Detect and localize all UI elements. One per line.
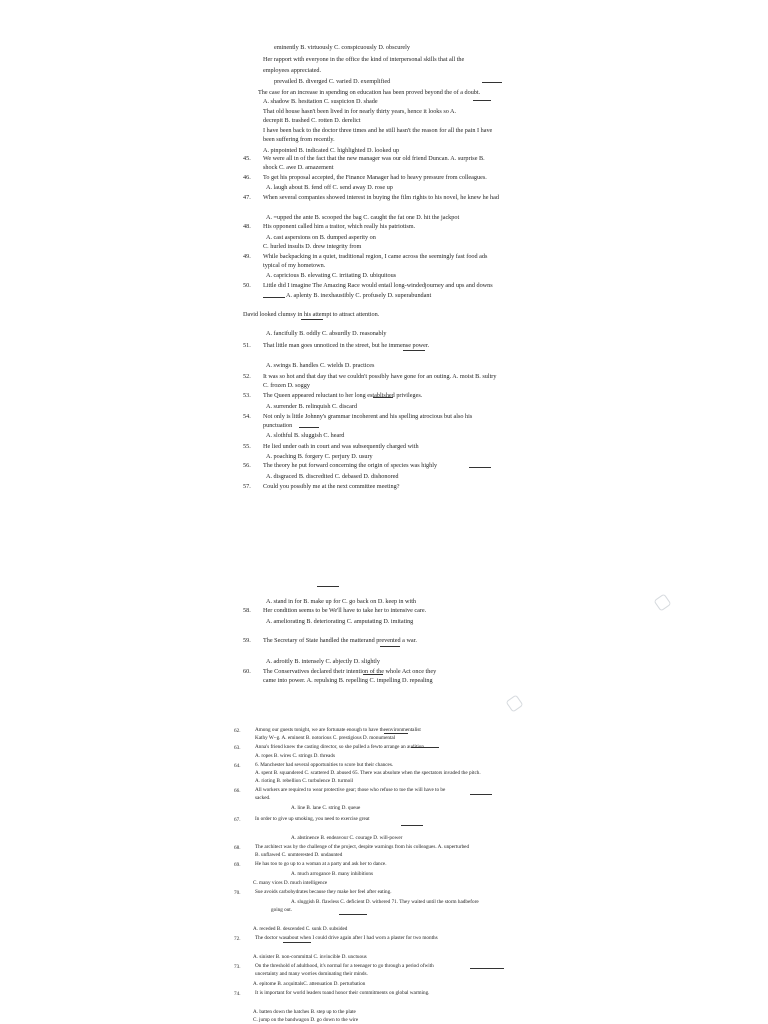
question-text: A. spent B. squandered C. scattered D. abused 65. There was absolute when the spectators invaded the pitch.	[255, 770, 481, 776]
question-text: uncertainty and many worries dominating their minds.	[255, 971, 368, 977]
question-number: 66.	[234, 788, 241, 794]
question-number: 45.	[243, 155, 251, 162]
question-number: 69.	[234, 862, 241, 868]
question-text: To get his proposal accepted, the Finance Manager had to heavy pressure from colleagues.	[263, 174, 487, 181]
answer-blank	[411, 747, 439, 748]
option-line: A. fancifully B. oddly C. absurdly D. reasonably	[266, 330, 387, 337]
question-text: All workers are required to wear protective gear; those who refuse to toe the will have to be	[255, 787, 446, 793]
option-line: A. shadow B. hesitation C. suspicion D. shade	[263, 98, 378, 105]
question-text: Her rapport with everyone in the office the kind of interpersonal skills that all the	[263, 56, 465, 63]
answer-blank	[317, 586, 339, 587]
answer-blank	[380, 646, 400, 647]
option-line: A. pinpointed B. indicated C. highlighted D. looked up	[263, 147, 400, 154]
question-text: The Secretary of State handled the matterand prevented a war.	[263, 637, 417, 644]
question-number: 55.	[243, 443, 251, 450]
option-line: A. adroitly B. intensely C. abjectly D. slightly	[266, 658, 380, 665]
option-line: A. poaching B. forgery C. perjury D. usury	[266, 453, 373, 460]
option-line: C. jump on the bandwagon D. go down to the wire	[253, 1017, 359, 1023]
answer-blank	[299, 427, 319, 428]
question-text: Anna's friend knew the casting director, so she pulled a fewto arrange an audition.	[255, 744, 426, 750]
question-text: His opponent called him a traitor, which really his patriotism.	[263, 223, 416, 230]
question-number: 67.	[234, 817, 241, 823]
option-line: A. stand in for B. make up for C. go back on D. keep in with	[266, 598, 417, 605]
question-number: 62.	[234, 728, 241, 734]
option-line: A. disgraced B. discredited C. debased D. dishonored	[266, 473, 399, 480]
option-line: A. abstinence B. endeavour C. courage D. will-power	[291, 835, 403, 841]
question-text: It is important for world leaders toand honor their commitments on global warming.	[255, 990, 430, 996]
answer-blank	[263, 297, 285, 298]
question-number: 51.	[243, 342, 251, 349]
question-text: Her condition seems to be We'll have to take her to intensive care.	[263, 607, 427, 614]
question-number: 53.	[243, 392, 251, 399]
question-text: I have been back to the doctor three times and he still hasn't the reason for all the pain I have	[263, 127, 493, 134]
option-line: A. much arrogance B. many inhibitions	[291, 871, 373, 877]
question-text: The architect was by the challenge of the project, despite warnings from his colleagues. A. unperturbed	[255, 844, 470, 850]
option-line: C. many vices D. much intelligence	[253, 880, 328, 886]
option-line: A. epitome B. acquittalsC. attenuation D. perturbation	[253, 981, 366, 987]
question-number: 59.	[243, 637, 251, 644]
question-text: 6. Manchester had several opportunities to score but their chances.	[255, 762, 394, 768]
question-number: 72.	[234, 936, 241, 942]
option-line: A. ameliorating B. deteriorating C. amputating D. imitating	[266, 618, 414, 625]
question-number: 47.	[243, 194, 251, 201]
question-text: When several companies showed interest in buying the film rights to his novel, he knew he had	[263, 194, 499, 201]
answer-blank	[339, 914, 367, 915]
question-number: 70.	[234, 890, 241, 896]
option-line: A. sinister B. non-committal C. invincible D. unctuous	[253, 954, 367, 960]
question-text: We were all in of the fact that the new manager was our old friend Duncan. A. surprise B.	[263, 155, 485, 162]
option-line: A. ropes B. wires C. strings D. threads	[255, 753, 335, 759]
question-number: 48.	[243, 223, 251, 230]
question-text: While backpacking in a quiet, traditional region, I came across the seemingly fast food ads	[263, 253, 488, 260]
question-text: typical of my hometown.	[263, 262, 326, 269]
option-line: A. capricious B. elevating C. irritating D. ubiquitous	[266, 272, 397, 279]
option-line: B. unflawed C. unmterested D. undaunted	[255, 852, 343, 858]
question-number: 49.	[243, 253, 251, 260]
option-line: A. laugh about B. fend off C. send away D. rose up	[266, 184, 393, 191]
question-number: 50.	[243, 282, 251, 289]
answer-blank	[473, 100, 491, 101]
question-text: It was so hot and that day that we couldn't possibly have gone for an outing. A. moist B. sultry	[263, 373, 497, 380]
question-text: David looked clumsy in his attempt to attract attention.	[243, 311, 380, 318]
option-line: A. cast aspersions on B. dumped asperity on	[266, 234, 376, 241]
question-text: punctuation	[263, 422, 293, 429]
question-number: 56.	[243, 462, 251, 469]
question-text: Little did I imagine The Amazing Race would entail long-windedjourney and ups and downs	[263, 282, 493, 289]
question-text: In order to give up smoking, you need to exercise great	[255, 816, 370, 822]
question-text: Not only is little Johnny's grammar incoherent and his spelling atrocious but also his	[263, 413, 473, 420]
option-line: A. swings B. handles C. wields D. practices	[266, 362, 375, 369]
question-number: 73.	[234, 964, 241, 970]
question-number: 74.	[234, 991, 241, 997]
answer-blank	[301, 319, 323, 320]
answer-blank	[470, 794, 492, 795]
question-text: That little man goes unnoticed in the street, but he immense power.	[263, 342, 430, 349]
option-line: A. =upped the ante B. scooped the bag C. caught the fat one D. hit the jackpot	[266, 214, 460, 221]
answer-blank	[482, 82, 502, 83]
question-text: The Conservatives declared their intention of the whole Act once they	[263, 668, 437, 675]
option-line: C. hurled insults D. drew integrity from	[263, 243, 362, 250]
answer-blank	[403, 350, 425, 351]
question-number: 58.	[243, 607, 251, 614]
option-line: shock C. awe D. amazement	[263, 164, 334, 171]
question-text: Could you possibly me at the next committee meeting?	[263, 483, 400, 490]
watermark-logo-icon	[653, 593, 671, 611]
option-line: A. batten down the hatches B. step up to the plate	[253, 1009, 356, 1015]
option-line: A. surrender B. relinquish C. discard	[266, 403, 358, 410]
option-line: A. rioting B. rebellion C. turbulence D. turmoil	[255, 778, 354, 784]
question-number: 60.	[243, 668, 251, 675]
watermark-logo-icon	[505, 694, 523, 712]
question-text: He has too to go up to a woman at a party and ask her to dance.	[255, 861, 387, 867]
answer-blank	[470, 968, 504, 969]
question-number: 54.	[243, 413, 251, 420]
option-line: A. line B. lane C. string D. queue	[291, 805, 361, 811]
question-text: He lied under oath in court and was subsequently charged with	[263, 443, 419, 450]
question-text: sacked.	[255, 795, 271, 801]
question-number: 57.	[243, 483, 251, 490]
question-text: On the threshold of adulthood, it's normal for a teenager to go through a period ofwith	[255, 963, 434, 969]
question-text: Sue avoids carbohydrates because they make her feel after eating.	[255, 889, 392, 895]
question-text: Among our guests tonight, we are fortunate enough to have theenvironmentalist	[255, 727, 421, 733]
question-number: 63.	[234, 745, 241, 751]
question-text: been suffering from recently.	[263, 136, 335, 143]
answer-blank	[384, 733, 408, 734]
option-line: eminently B. virtuously C. conspicuously D. obscurely	[274, 44, 410, 51]
option-line: decrepit B. trashed C. rotten D. derelict	[263, 117, 361, 124]
question-number: 52.	[243, 373, 251, 380]
option-line: A. receded B. descended C. sunk D. subsided	[253, 926, 348, 932]
option-line: C. frozen D. soggy	[263, 382, 310, 389]
question-text: The Queen appeared reluctant to her long established privileges.	[263, 392, 423, 399]
option-line: prevailed B. diverged C. varied D. exemplified	[274, 78, 391, 85]
option-line: A. aplenty B. inexhaustibly C. profusely D. superabundant	[286, 292, 432, 299]
answer-blank	[401, 825, 423, 826]
answer-blank	[469, 467, 491, 468]
answer-blank	[283, 942, 311, 943]
question-number: 68.	[234, 845, 241, 851]
answer-blank	[363, 674, 383, 675]
question-text: going out.	[271, 907, 293, 913]
option-line: A. sluggish B. flawless C. deficient D. withered 71. They waited until the storm hadbefore	[291, 899, 479, 905]
question-text: The doctor wasabout when I could drive again after I had worn a plaster for two months	[255, 935, 438, 941]
question-text: The case for an increase in spending on education has been proved beyond the of a doubt.	[258, 89, 481, 96]
answer-blank	[373, 397, 393, 398]
question-number: 46.	[243, 174, 251, 181]
option-line: A. slothful B. sluggish C. heard	[266, 432, 345, 439]
question-text: That old house hasn't been lived in for nearly thirty years, hence it looks so A.	[263, 108, 457, 115]
question-text: came into power. A. repulsing B. repelling C. impelling D. repealing	[263, 677, 433, 684]
question-text: employees appreciated.	[263, 67, 322, 74]
question-number: 64.	[234, 763, 241, 769]
option-line: Kathy W~g. A. eminent B. notorious C. prestigious D. monumental	[255, 735, 396, 741]
question-text: The theory he put forward concerning the origin of species was highly	[263, 462, 438, 469]
